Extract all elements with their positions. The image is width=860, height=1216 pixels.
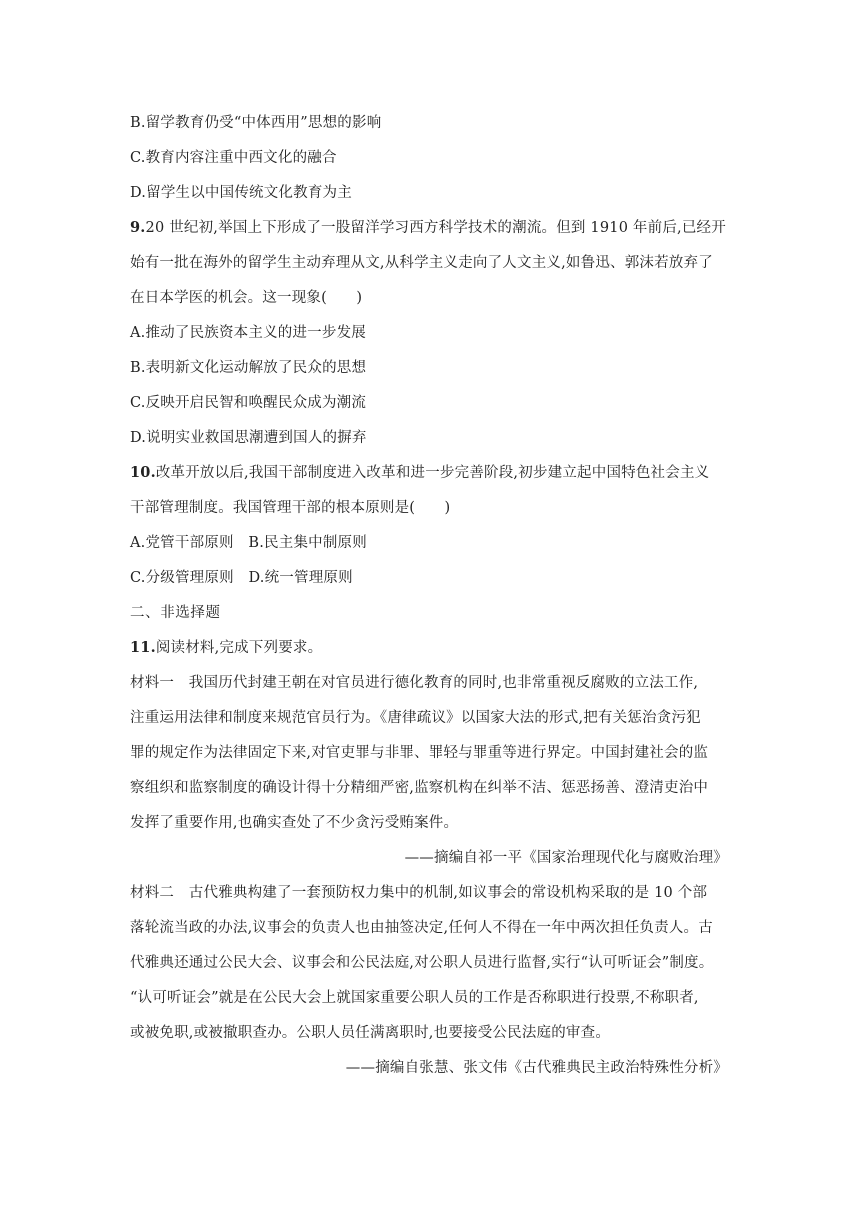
material2-line-5: 或被免职,或被撤职查办。公职人员任满离职时,也要接受公民法庭的审查。 (130, 1025, 611, 1041)
material2-line-2: 落轮流当政的办法,议事会的负责人也由抽签决定,任何人不得在一年中两次担任负责人。古 (130, 920, 713, 936)
q9-option-a: A.推动了民族资本主义的进一步发展 (130, 325, 366, 341)
q8-option-d: D.留学生以中国传统文化教育为主 (130, 185, 352, 201)
material1-line-4: 察组织和监察制度的确设计得十分精细严密,监察机构在纠举不洁、惩恶扬善、澄清吏治中 (130, 780, 709, 796)
q11-number: 11. (130, 639, 156, 656)
q9-option-d: D.说明实业救国思潮遭到国人的摒弃 (130, 430, 367, 446)
material1-line-3: 罪的规定作为法律固定下来,对官吏罪与非罪、罪轻与罪重等进行界定。中国封建社会的监 (130, 745, 709, 761)
q10-options-row-2: C.分级管理原则 D.统一管理原则 (130, 570, 353, 586)
q10-stem-text-1: 改革开放以后,我国干部制度进入改革和进一步完善阶段,初步建立起中国特色社会主义 (155, 465, 710, 481)
q9-option-c: C.反映开启民智和唤醒民众成为潮流 (130, 395, 367, 411)
section-title: 二、非选择题 (130, 605, 221, 621)
q10-stem-line-1 (130, 463, 709, 483)
q10-options-row-1: A.党管干部原则 B.民主集中制原则 (130, 535, 367, 551)
material1-line-2: 注重运用法律和制度来规范官员行为。《唐律疏议》以国家大法的形式,把有关惩治贪污犯 (130, 710, 701, 726)
material2-line-4: “认可听证会”就是在公民大会上就国家重要公职人员的工作是否称职进行投票,不称职者, (130, 990, 699, 1006)
q8-option-c: C.教育内容注重中西文化的融合 (130, 150, 337, 166)
q9-stem-line-1 (130, 218, 726, 238)
q9-stem-line-3: 在日本学医的机会。这一现象( ) (130, 290, 363, 306)
material1-source: ——摘编自祁一平《国家治理现代化与腐败治理》 (404, 850, 728, 866)
material1-line-1: 材料一 我国历代封建王朝在对官员进行德化教育的同时,也非常重视反腐败的立法工作, (130, 675, 699, 691)
q9-stem-line-2: 始有一批在海外的留学生主动弃理从文,从科学主义走向了人文主义,如鲁迅、郭沫若放弃了 (130, 255, 713, 271)
material1-line-5: 发挥了重要作用,也确实查处了不少贪污受贿案件。 (130, 815, 459, 831)
q10-stem-line-2: 干部管理制度。我国管理干部的根本原则是( ) (130, 500, 451, 516)
material2-source: ——摘编自张慧、张文伟《古代雅典民主政治特殊性分析》 (345, 1060, 728, 1076)
q10-number: 10. (130, 464, 156, 481)
material2-line-3: 代雅典还通过公民大会、议事会和公民法庭,对公职人员进行监督,实行“认可听证会”制度。 (130, 955, 714, 971)
material2-line-1: 材料二 古代雅典构建了一套预防权力集中的机制,如议事会的常设机构采取的是 10 个部 (130, 885, 708, 901)
q11-stem-text: 阅读材料,完成下列要求。 (155, 640, 323, 656)
q9-option-b: B.表明新文化运动解放了民众的思想 (130, 360, 367, 376)
q9-stem-text-1: 20 世纪初,举国上下形成了一股留洋学习西方科学技术的潮流。但到 1910 年前后,已经开 (145, 220, 726, 236)
q11-stem (130, 638, 322, 658)
q8-option-b: B.留学教育仍受“中体西用”思想的影响 (130, 115, 382, 131)
q9-number: 9. (130, 219, 146, 236)
